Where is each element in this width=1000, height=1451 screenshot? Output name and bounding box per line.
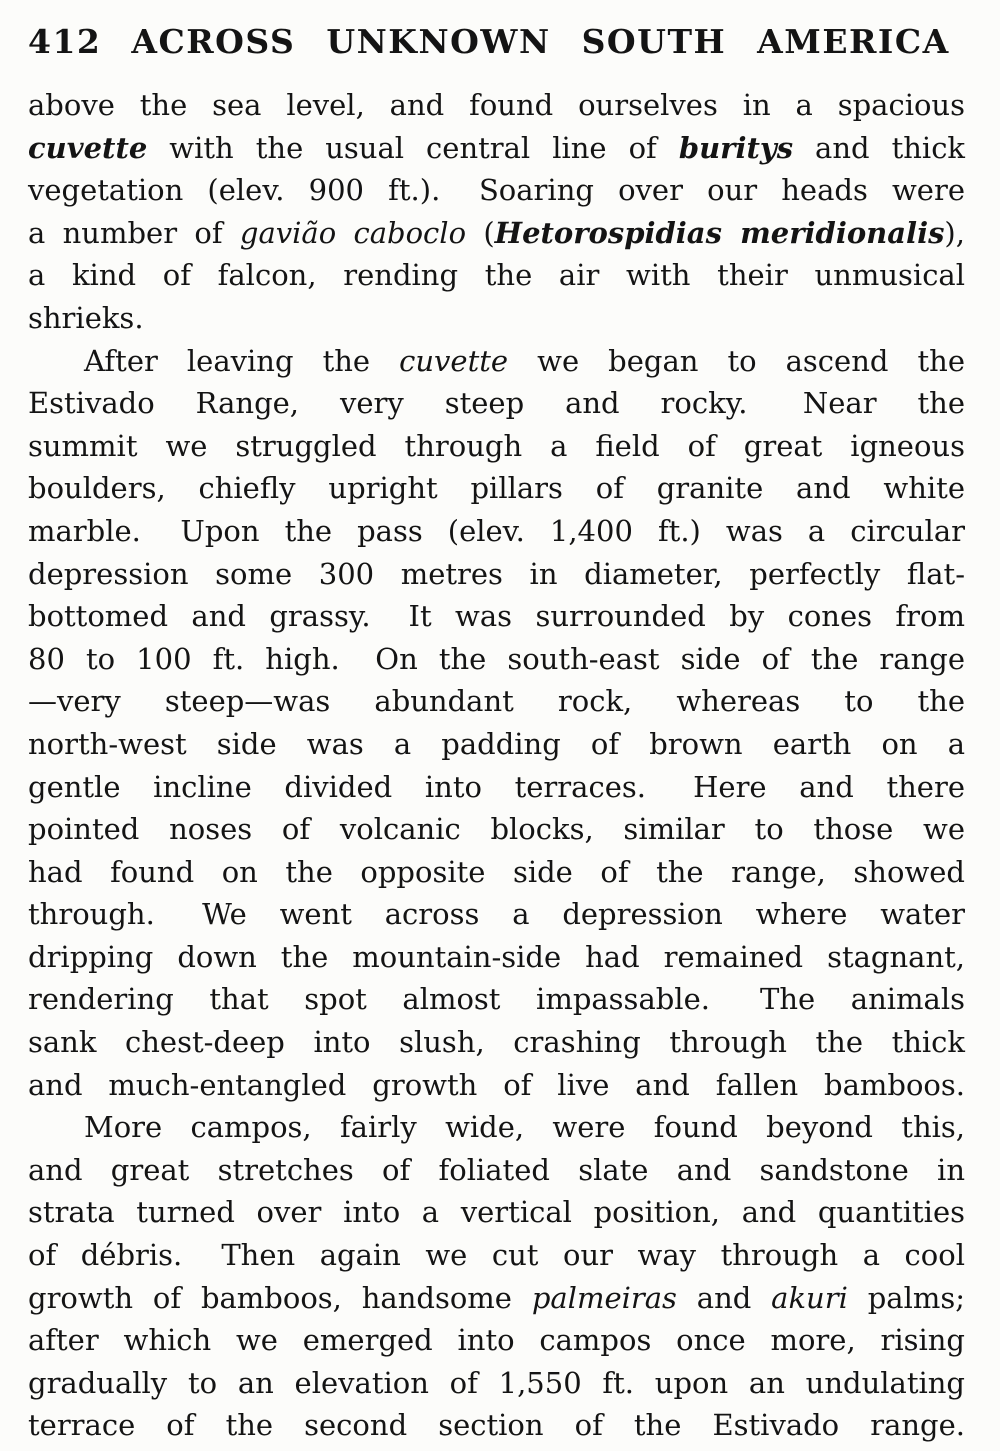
- text-line: [28, 553, 965, 596]
- text-line: [28, 936, 965, 979]
- text-line: [28, 978, 965, 1021]
- text-run: More campos, fairly wide, were found beyond this,: [84, 1110, 965, 1145]
- text-run: sank chest-deep into slush, crashing through the thick: [28, 1025, 965, 1060]
- emphasized-text: akuri: [771, 1280, 848, 1315]
- text-run: and much-entangled growth of live and fallen bamboos.: [28, 1067, 965, 1102]
- text-run: gradually to an elevation of 1,550 ft. upon an undulating: [28, 1365, 965, 1400]
- text-run: rendering that spot almost impassable. The animals: [28, 982, 965, 1017]
- emphasized-text: cuvette: [399, 343, 509, 378]
- text-run: after which we emerged into campos once more, rising: [28, 1323, 965, 1358]
- text-run: dripping down the mountain-side had remained stagnant,: [28, 939, 965, 974]
- emphasized-text: palmeiras: [531, 1280, 677, 1315]
- text-line: [28, 723, 965, 766]
- text-line: [28, 1064, 965, 1107]
- text-run: vegetation (elev. 900 ft.). Soaring over our heads were: [28, 173, 965, 208]
- text-line: [28, 893, 965, 936]
- text-line: [28, 851, 965, 894]
- text-run: After leaving the: [84, 343, 400, 378]
- text-run: we began to ascend the: [508, 343, 965, 378]
- text-run: —very steep—was abundant rock, whereas to the: [28, 684, 965, 719]
- text-line: [28, 340, 965, 383]
- text-run: terrace of the second section of the Estivado range.: [28, 1408, 965, 1443]
- text-line: [28, 1106, 965, 1149]
- text-run: pointed noses of volcanic blocks, similar to those we: [28, 812, 965, 847]
- text-run: of débris. Then again we cut our way through a cool: [28, 1238, 965, 1273]
- text-run: summit we struggled through a field of great igneous: [28, 428, 965, 463]
- text-run: bottomed and grassy. It was surrounded by cones from: [28, 599, 965, 634]
- text-run: north-west side was a padding of brown earth on a: [28, 726, 965, 761]
- text-line: [28, 510, 965, 553]
- text-run: ),: [944, 215, 965, 250]
- text-run: above the sea level, and found ourselves in a spacious: [28, 88, 965, 122]
- text-run: and great stretches of foliated slate and sandstone in: [28, 1152, 965, 1187]
- text-run: and: [676, 1280, 772, 1315]
- page-number: 412: [28, 22, 102, 61]
- text-line: [28, 808, 965, 851]
- text-line: [28, 425, 965, 468]
- text-line: [28, 212, 965, 255]
- text-line: [28, 467, 965, 510]
- text-line: [28, 1234, 965, 1277]
- text-line: [28, 382, 965, 425]
- text-run: a kind of falcon, rending the air with their unmusical: [28, 258, 965, 293]
- text-run: palms;: [847, 1280, 965, 1315]
- text-run: 80 to 100 ft. high. On the south-east side of the range: [28, 641, 965, 676]
- text-run: had found on the opposite side of the range, showed: [28, 854, 965, 889]
- text-line: [28, 254, 965, 297]
- text-line: [28, 680, 965, 723]
- text-line: [28, 1319, 965, 1362]
- text-run: marble. Upon the pass (elev. 1,400 ft.) was a circular: [28, 513, 965, 548]
- text-run: strata turned over into a vertical position, and quantities: [28, 1195, 965, 1230]
- emphasized-text: cuvette: [28, 130, 148, 165]
- text-line: [28, 1362, 965, 1405]
- text-run: Estivado Range, very steep and rocky. Near the: [28, 386, 965, 421]
- text-run: and thick: [793, 130, 966, 165]
- text-run: boulders, chiefly upright pillars of granite and white: [28, 471, 965, 506]
- text-line: [28, 595, 965, 638]
- emphasized-text: Hetorospidias meridionalis: [494, 215, 945, 250]
- text-line: [28, 84, 965, 127]
- text-line: [28, 1404, 965, 1447]
- text-line: [28, 297, 965, 340]
- text-run: growth of bamboos, handsome: [28, 1280, 532, 1315]
- text-run: with the usual central line of: [147, 130, 679, 165]
- text-line: [28, 169, 965, 212]
- running-title: ACROSS UNKNOWN SOUTH AMERICA: [131, 22, 950, 61]
- text-run: a number of: [28, 215, 240, 250]
- text-line: [28, 638, 965, 681]
- text-run: (: [466, 215, 495, 250]
- text-line: [28, 1277, 965, 1320]
- text-line: [28, 766, 965, 809]
- page-header: [0, 0, 1000, 64]
- text-run: through. We went across a depression where water: [28, 897, 965, 932]
- text-run: shrieks.: [28, 300, 144, 335]
- text-line: [28, 127, 965, 170]
- body-text: [0, 84, 1000, 1447]
- emphasized-text: buritys: [678, 130, 794, 165]
- text-run: gentle incline divided into terraces. Here and there: [28, 769, 965, 804]
- text-run: depression some 300 metres in diameter, perfectly flat-: [28, 556, 965, 591]
- text-line: [28, 1021, 965, 1064]
- text-line: [28, 1191, 965, 1234]
- emphasized-text: gavião caboclo: [239, 215, 467, 250]
- text-line: [28, 1149, 965, 1192]
